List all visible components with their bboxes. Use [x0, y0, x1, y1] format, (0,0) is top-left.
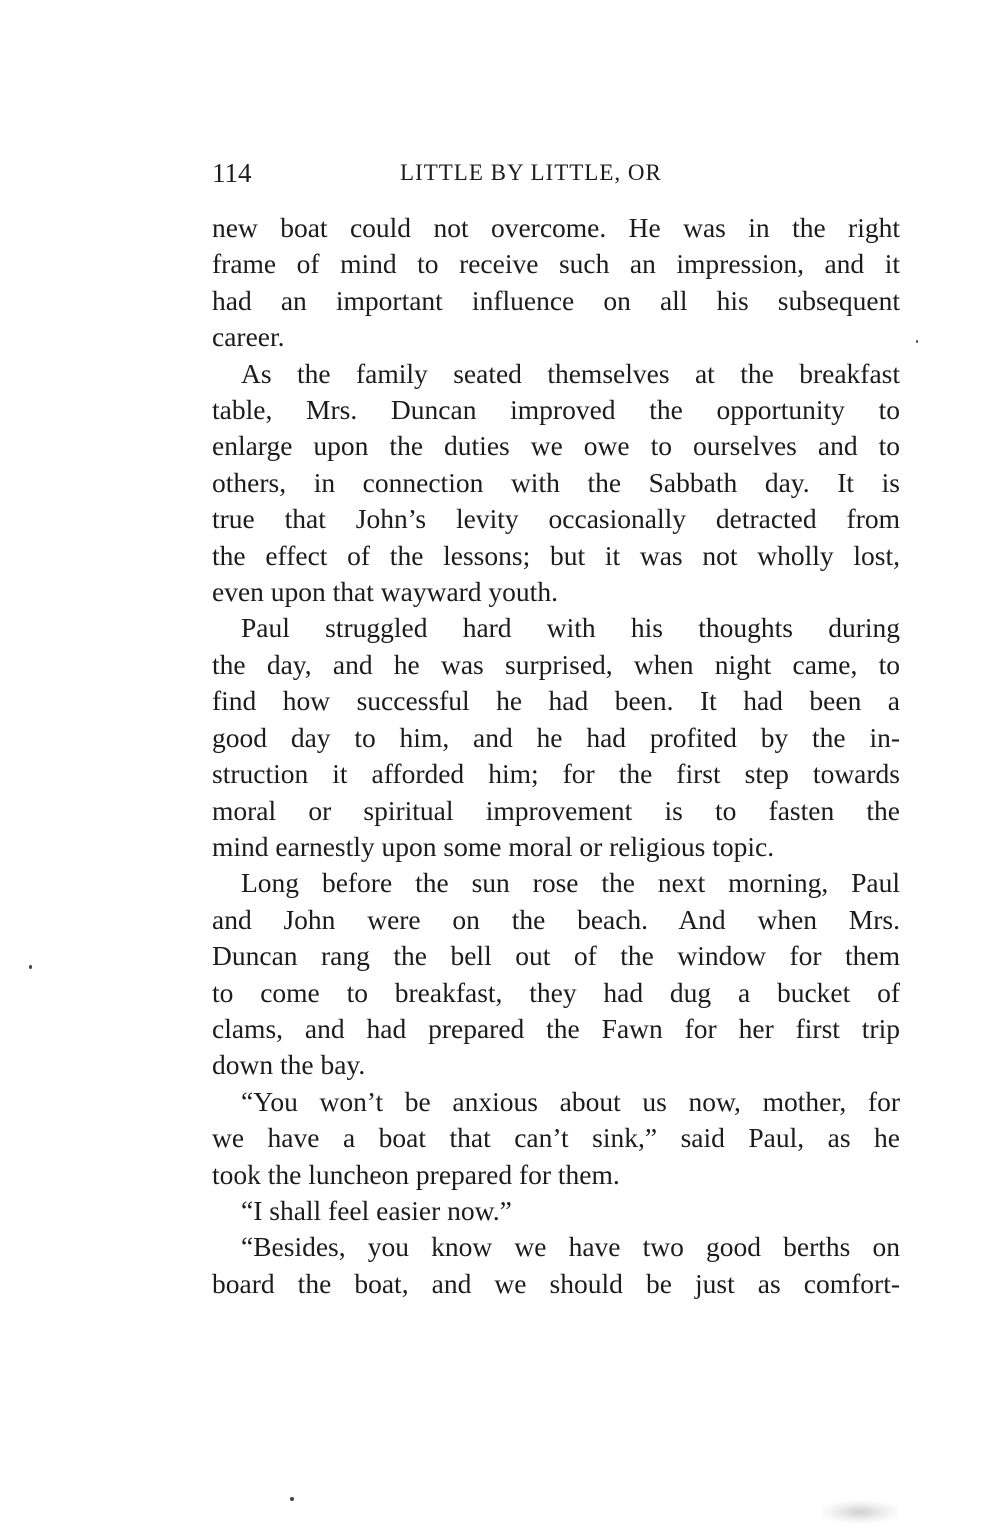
scan-speck: [916, 340, 918, 343]
text-line: true that John’s levity occasionally detracted from: [212, 503, 900, 535]
text-line: “I shall feel easier now.”: [241, 1194, 512, 1226]
paragraph-3: [212, 610, 900, 865]
running-title: LITTLE BY LITTLE, OR: [400, 160, 662, 185]
text-line: the day, and he was surprised, when night came, to: [212, 648, 900, 680]
scan-speck: [29, 965, 32, 969]
text-line: As the family seated themselves at the breakfast: [241, 357, 900, 389]
text-line: down the bay.: [212, 1049, 366, 1081]
text-line: frame of mind to receive such an impression, and it: [212, 248, 900, 280]
paragraph-6: [212, 1193, 900, 1229]
text-line: even upon that wayward youth.: [212, 576, 558, 608]
text-line: mind earnestly upon some moral or religious topic.: [212, 830, 775, 862]
text-line: Duncan rang the bell out of the window for them: [212, 940, 900, 972]
text-line: moral or spiritual improvement is to fasten the: [212, 794, 900, 826]
text-line: others, in connection with the Sabbath day. It is: [212, 466, 900, 498]
paragraph-5: [212, 1084, 900, 1193]
text-line: clams, and had prepared the Fawn for her first trip: [212, 1012, 900, 1044]
text-line: Long before the sun rose the next morning, Paul: [241, 867, 900, 899]
text-line: struction it afforded him; for the first step towards: [212, 758, 900, 790]
text-line: “Besides, you know we have two good berths on: [241, 1231, 900, 1263]
text-line: Paul struggled hard with his thoughts during: [241, 612, 900, 644]
text-line: board the boat, and we should be just as comfort-: [212, 1267, 900, 1299]
text-line: took the luncheon prepared for them.: [212, 1158, 620, 1190]
text-line: enlarge upon the duties we owe to ourselves and to: [212, 430, 900, 462]
text-line: to come to breakfast, they had dug a bucket of: [212, 976, 900, 1008]
page-number: 114: [212, 158, 252, 188]
body-text: [212, 210, 900, 1302]
paragraph-4: [212, 865, 900, 1083]
running-head: [212, 156, 900, 190]
text-line: career.: [212, 321, 285, 353]
scan-smudge: [820, 1500, 900, 1524]
text-line: had an important influence on all his subsequent: [212, 284, 900, 316]
text-line: find how successful he had been. It had been a: [212, 685, 900, 717]
text-line: table, Mrs. Duncan improved the opportunity to: [212, 394, 900, 426]
text-line: good day to him, and he had profited by the in-: [212, 721, 900, 753]
text-line: the effect of the lessons; but it was not wholly lost,: [212, 539, 900, 571]
paragraph-7: [212, 1229, 900, 1302]
text-line: we have a boat that can’t sink,” said Paul, as he: [212, 1122, 900, 1154]
paragraph-2: [212, 356, 900, 611]
text-line: new boat could not overcome. He was in the right: [212, 212, 900, 243]
text-line: and John were on the beach. And when Mrs.: [212, 903, 900, 935]
scan-speck: [290, 1497, 294, 1501]
paragraph-1: [212, 210, 900, 356]
text-line: “You won’t be anxious about us now, mother, for: [241, 1085, 900, 1117]
